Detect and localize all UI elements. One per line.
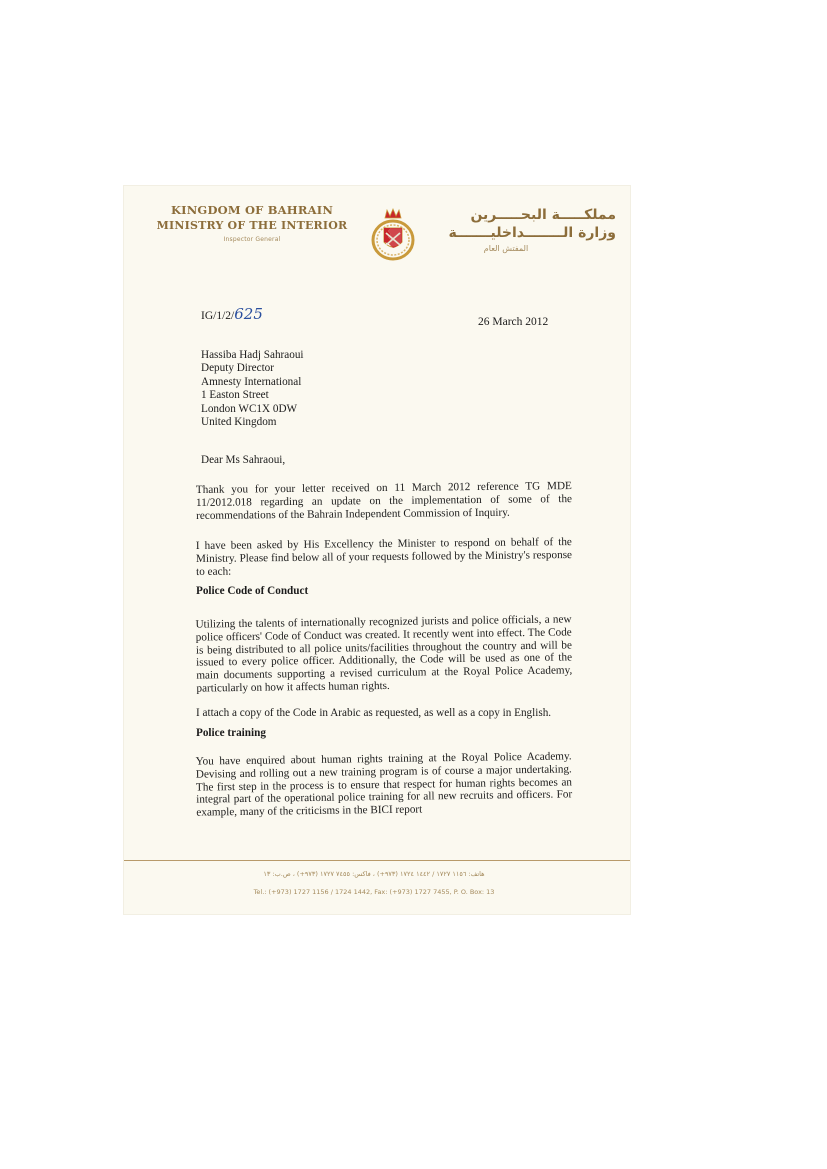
bahrain-emblem-icon <box>369 206 417 262</box>
reference-number <box>201 305 263 323</box>
section-heading-police-training: Police training <box>196 727 266 739</box>
letterhead-office-en: Inspector General <box>223 236 281 243</box>
reference-printed: IG/1/2/ <box>201 310 235 322</box>
address-line: 1 Easton Street <box>201 389 269 402</box>
paragraph-attachment: I attach a copy of the Code in Arabic as requested, as well as a copy in English. <box>196 707 552 719</box>
footer-contact-ar: هاتف: ١١٥٦ ١٧٢٧ / ١٤٤٢ ١٧٢٤ (٩٧٣+) ، فاكس: ٧٤٥٥ ١٧٢٧ (٩٧٣+) ، ص.ب: ١٣ <box>263 870 485 878</box>
address-line: Amnesty International <box>201 375 302 388</box>
address-line: London WC1X 0DW <box>201 402 298 415</box>
address-line: Deputy Director <box>201 362 275 375</box>
section-heading-code-of-conduct: Police Code of Conduct <box>196 585 309 597</box>
address-line: United Kingdom <box>201 416 277 429</box>
letterhead-arabic <box>436 206 616 256</box>
letterhead-english <box>142 202 362 246</box>
letterhead-country-ar: مملكـــــة البحـــــرين <box>470 207 616 223</box>
letterhead-ministry-ar: وزارة الــــــــداخليـــــــة <box>448 225 616 241</box>
emblem-crown <box>385 209 401 218</box>
salutation: Dear Ms Sahraoui, <box>201 454 286 466</box>
reference-handwritten: 625 <box>234 305 263 323</box>
paragraph-code-of-conduct: Utilizing the talents of internationally recognized jurists and police officials, a new police officers' Code of Conduct was created. It recently went into effect. The Code is being distributed to all police units/facilities throughout the country and will be issued to every police officer. Additionally, the Code will be used as one of the main documents supporting a revised curriculum at the Royal Police Academy, particularly on how it affects human rights. <box>195 613 573 695</box>
recipient-address <box>201 349 304 429</box>
letter-date: 26 March 2012 <box>478 316 549 328</box>
footer-contact-en: Tel.: (+973) 1727 1156 / 1724 1442, Fax: (+973) 1727 7455, P. O. Box: 13 <box>253 888 495 896</box>
letter-page <box>124 186 630 914</box>
paragraph-police-training: You have enquired about human rights training at the Royal Police Academy. Devising and rolling out a new training program is of course a major undertaking. The first step in the process is to ensure that respect for human rights becomes an integral part of the operational police training for all new recruits and officers. For example, many of the criticisms in the BICI report <box>195 750 573 819</box>
footer-divider <box>124 860 630 861</box>
letterhead-office-ar: المفتش العام <box>483 244 529 253</box>
letterhead-country-en: KINGDOM OF BAHRAIN <box>170 203 334 217</box>
paragraph-response-note: I have been asked by His Excellency the Minister to respond on behalf of the Ministry. Please find below all of your requests followed by the Ministry's response to each: <box>195 536 573 578</box>
address-line: Hassiba Hadj Sahraoui <box>201 349 304 361</box>
paragraph-intro: Thank you for your letter received on 11 March 2012 reference TG MDE 11/2012.018 regarding an update on the implementation of some of the recommendations of the Bahrain Independent Commission of Inquiry. <box>195 480 573 522</box>
letterhead-ministry-en: MINISTRY OF THE INTERIOR <box>156 219 348 232</box>
